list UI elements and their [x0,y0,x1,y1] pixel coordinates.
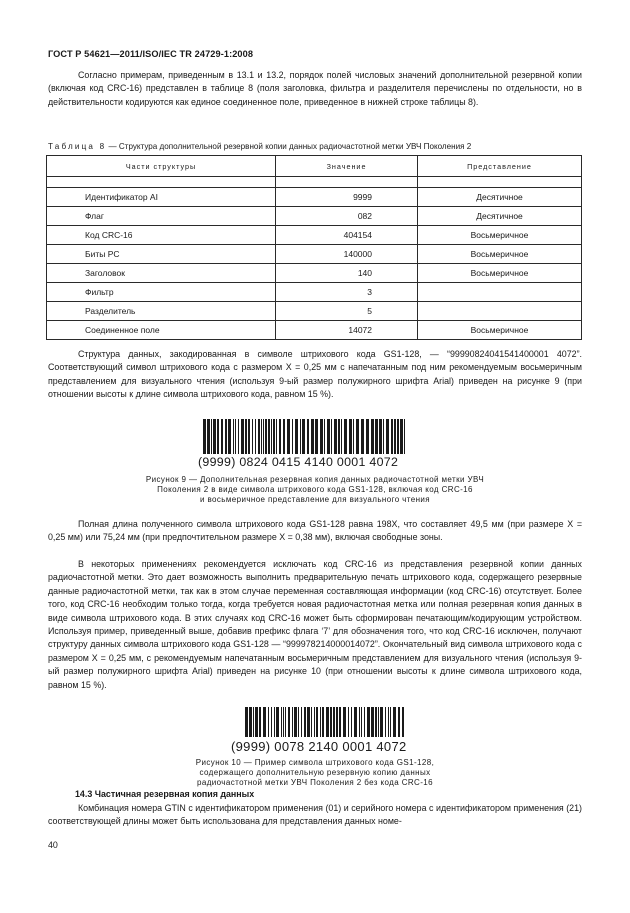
barcode-bar [292,419,293,454]
barcode-bar [273,419,275,454]
barcode-bar [378,707,379,737]
barcode-bar [287,419,290,454]
barcode-bar [386,419,389,454]
barcode-bar [388,707,389,737]
barcode-bar [367,707,370,737]
barcode-bar [276,419,277,454]
barcode-bar [333,707,335,737]
structure-table [46,155,582,340]
barcode-bar [326,707,329,737]
figure10-caption-line: содержащего дополнительную резервную копию данных [199,768,431,777]
barcode-bar [268,707,269,737]
figure9-caption [100,475,530,505]
barcode-bar [359,707,360,737]
table-cell: Фильтр [47,283,276,302]
barcode-bar [398,707,400,737]
barcode-bar [279,419,281,454]
barcode-bar [304,707,306,737]
barcode-bar [320,419,323,454]
barcode-bar [274,707,275,737]
barcode-bar [361,707,362,737]
paragraph-length-text: Полная длина полученного символа штрихового кода GS1-128 равна 198X, что составляет 49,5 мм (при размере X = 0,25 мм) или 75,24 мм (при предпочтительном размере X = 0,38 мм), включая свободные зоны. [48,519,582,543]
table-cell: Восьмеричное [418,245,582,264]
barcode-bar [301,707,302,737]
barcode-bar [351,707,352,737]
figure10-caption [150,758,480,788]
barcode-bar [295,419,298,454]
barcode-hri-figure10: (9999) 0078 2140 0001 4072 [231,739,407,754]
barcode-bar [271,419,272,454]
barcode-bar [379,419,382,454]
subsection-heading: 14.3 Частичная резервная копия данных [75,789,255,799]
barcode-bar [225,419,227,454]
barcode-bar [248,419,250,454]
table-cell: 14072 [276,321,418,340]
table-cell: Код CRC-16 [47,226,276,245]
table-cell: 3 [276,283,418,302]
barcode-bar [391,419,393,454]
barcode-bar [294,707,297,737]
paragraph-gtin-text: Комбинация номера GTIN с идентификатором применения (01) и серийного номера с идентификатором применения (21) соответствующей длины может быть использована для представления данных номе- [48,803,582,827]
table-cell: Десятичное [418,188,582,207]
table-row [47,302,582,321]
table-cell: 140000 [276,245,418,264]
table-caption [48,142,471,151]
barcode-bar [255,419,256,454]
barcode-bar [331,419,332,454]
figure10-caption-line: радиочастотной метки УВЧ Поколения 2 без кода CRC-16 [197,778,433,787]
barcode-bar [324,419,325,454]
barcode-bar [383,419,384,454]
barcode-bar [343,707,346,737]
table-cell: Соединенное поле [47,321,276,340]
document-header: ГОСТ Р 54621—2011/ISO/IEC TR 24729-1:2008 [48,49,254,59]
page-number: 40 [48,840,58,850]
figure9-caption-line: Рисунок 9 — Дополнительная резервная копия данных радиочастотной метки УВЧ [145,475,485,484]
barcode-bar [281,707,282,737]
barcode-bar [213,419,216,454]
barcode-bar [344,419,347,454]
barcode-bar [238,419,239,454]
barcode-bar [245,707,248,737]
paragraph-intro-text: Согласно примерам, приведенным в 13.1 и 13.2, порядок полей числовых значений дополнительной резервной копии (включая код CRC-16) представлен в таблице 8 (поля заголовка, фильтра и разделителя перечислены по отдельности, но в действительности кодируются как единое соединенное поле, приведенное в нижней строке таблицы 8). [48,70,582,107]
barcode-bar [364,707,365,737]
barcode-bar [221,419,223,454]
barcode-bar [253,707,254,737]
table-row [47,226,582,245]
barcode-bar [241,419,244,454]
barcode-bar [263,419,264,454]
barcode-bar [330,707,332,737]
barcode-bar [314,707,315,737]
barcode-bar [233,419,234,454]
barcode-bar [249,707,252,737]
barcode-bar [390,707,391,737]
barcode-image-figure10 [245,707,407,737]
barcode-bar [258,419,260,454]
barcode-bar [235,419,236,454]
barcode-bar [375,707,377,737]
table-caption-text: — Структура дополнительной резервной копии данных радиочастотной метки УВЧ Поколения 2 [108,142,472,151]
barcode-bar [320,707,321,737]
barcode-bar [327,419,330,454]
barcode-bar [217,419,219,454]
barcode-bar [302,419,305,454]
barcode-bar [394,419,396,454]
barcode-bar [271,707,272,737]
table-row [47,264,582,283]
barcode-bar [245,419,247,454]
table-header-cell: Значение [276,156,418,177]
barcode-bar [366,419,369,454]
figure9-caption-line: Поколения 2 в виде символа штрихового кода GS1-128, включая код CRC-16 [157,485,473,494]
figure9-caption-line: и восьмеричное представление для визуального чтения [199,495,430,504]
barcode-bar [315,419,318,454]
barcode-bar [341,419,342,454]
barcode-bar [288,707,290,737]
barcode-bar [400,419,403,454]
barcode-bar [265,419,267,454]
barcode-bar [203,419,206,454]
barcode-bar [339,707,341,737]
table-spacer-row [47,177,582,188]
barcode-bar [371,707,374,737]
table-cell: 404154 [276,226,418,245]
barcode-bar [307,419,309,454]
barcode-bar [283,707,284,737]
barcode-bar [348,707,349,737]
table-cell: Восьмеричное [418,226,582,245]
barcode-bar [211,419,212,454]
table-row [47,207,582,226]
barcode-image-figure9 [203,419,405,454]
barcode-bar [316,707,318,737]
barcode-bar [252,419,253,454]
table-cell: Заголовок [47,264,276,283]
table-caption-label: Таблица 8 [48,142,107,151]
paragraph-structure-text: Структура данных, закодированная в символе штрихового кода GS1-128, — “99990824041541400001 4072”. Соответствующий символ штрихового кода с размером X = 0,25 мм с напечатанным под ним рекомендуемым восьмеричным представлением для визуального чтения (используя 9-ый размер полужирного шрифта Arial) приведен на рисунке 9 (при отношении высоты к длине символа штрихового кода, равном 15 %). [48,349,582,400]
barcode-bar [336,707,338,737]
barcode-bar [322,707,324,737]
paragraph-crc [48,558,582,692]
barcode-bar [371,419,374,454]
table-header-row [47,156,582,177]
table-header-cell: Части структуры [47,156,276,177]
barcode-bar [292,707,293,737]
barcode-bar [397,419,399,454]
barcode-bar [283,419,285,454]
barcode-bar [385,707,386,737]
table-cell: 082 [276,207,418,226]
barcode-bar [338,419,340,454]
barcode-bar [300,419,301,454]
barcode-bar [375,419,378,454]
barcode-bar [255,707,258,737]
barcode-hri-figure9: (9999) 0824 0415 4140 0001 4072 [198,455,399,469]
barcode-bar [361,419,364,454]
table-row [47,283,582,302]
table-cell: Биты PC [47,245,276,264]
barcode-bar [307,707,310,737]
barcode-bar [207,419,210,454]
table-cell: Восьмеричное [418,264,582,283]
table-cell: Идентификатор AI [47,188,276,207]
barcode-bar [311,707,312,737]
paragraph-intro [48,69,582,109]
table-cell: 9999 [276,188,418,207]
barcode-bar [228,419,231,454]
table-cell: Разделитель [47,302,276,321]
barcode-bar [263,707,266,737]
barcode-bar [276,707,279,737]
table-header-cell: Представление [418,156,582,177]
barcode-bar [356,419,359,454]
paragraph-length [48,518,582,545]
barcode-bar [393,707,396,737]
table-row [47,188,582,207]
table-cell: Восьмеричное [418,321,582,340]
table-cell: Десятичное [418,207,582,226]
barcode-bar [259,707,261,737]
barcode-bar [354,707,357,737]
paragraph-structure [48,348,582,402]
barcode-bar [311,419,314,454]
barcode-bar [380,707,383,737]
table-row [47,245,582,264]
barcode-bar [334,419,337,454]
barcode-bar [404,419,405,454]
barcode-bar [353,419,354,454]
table-row [47,321,582,340]
paragraph-gtin [48,802,582,829]
barcode-bar [349,419,352,454]
table-cell: 140 [276,264,418,283]
table-cell: Флаг [47,207,276,226]
table-cell [418,283,582,302]
barcode-bar [268,419,270,454]
paragraph-crc-text: В некоторых применениях рекомендуется исключать код CRC-16 из представления резервной копии данных радиочастотной метки. Это дает возможность выполнить предварительную печать штрихового кода, содержащего резервные данные радиочастотной метки, так как в этом случае переменная составляющая информации (код CRC-16) отсутствует. Более того, код CRC-16 необходим только тогда, когда требуется новая радиочастотная метка или полная резервная копия данных в виде символа штрихового кода. В этих случаях код CRC-16 может быть сформирован печатающим/кодирующим устройством. Используя пример, приведенный выше, добавив префикс флага ‘7’ для обозначения того, что код CRC-16 исключен, получают структуру данных символа штрихового кода GS1-128 — “999978214000014072”. Окончательный вид символа штрихового кода с размером X = 0,25 мм, с рекомендуемым напечатанным восьмеричным представлением для визуального чтения (используя 9-ый размер полужирного шрифта Arial) приведен на рисунке 10 (при отношении высоты к длине символа штрихового кода, равном 15 %). [48,559,582,690]
figure10-caption-line: Рисунок 10 — Пример символа штрихового кода GS1-128, [195,758,435,767]
table-cell: 5 [276,302,418,321]
barcode-bar [285,707,286,737]
barcode-bar [261,419,262,454]
barcode-bar [298,707,299,737]
barcode-bar [402,707,404,737]
table-cell [418,302,582,321]
